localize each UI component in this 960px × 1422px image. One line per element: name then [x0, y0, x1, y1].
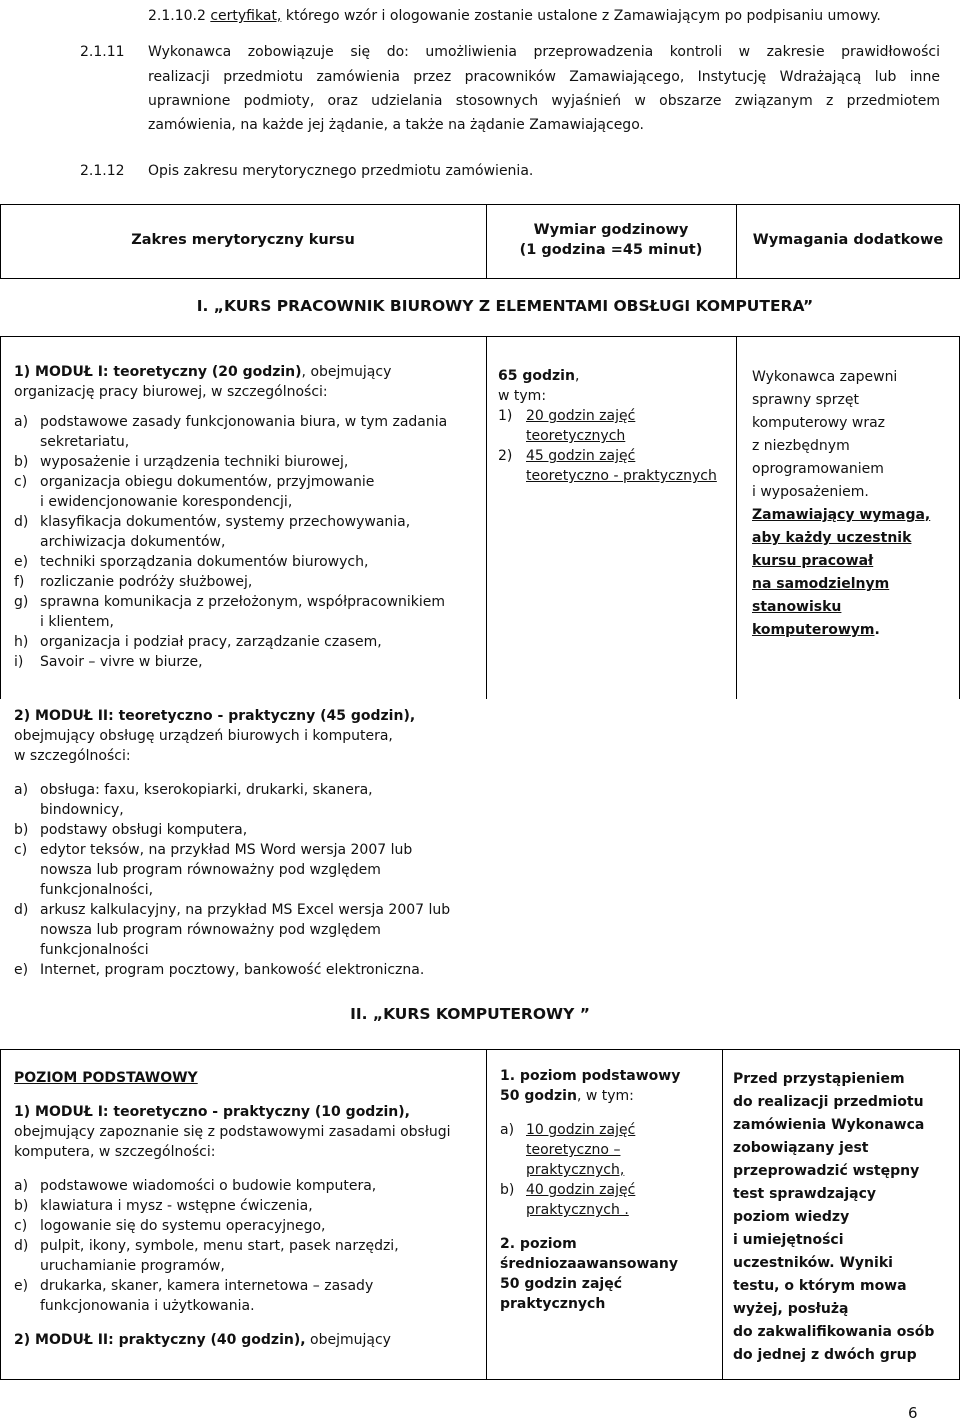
list-item-text: podstawowe wiadomości o budowie komputera,: [40, 1178, 377, 1194]
list-item: [14, 412, 484, 452]
requirements-line: [752, 527, 957, 550]
list-item: [500, 1120, 720, 1180]
paragraph-number: 2.1.12: [80, 163, 125, 179]
level-2-line: średniozaawansowany: [500, 1256, 678, 1272]
list-item: [14, 1276, 484, 1316]
list-item-label: b): [14, 454, 29, 470]
level-2-line: praktycznych: [500, 1296, 606, 1312]
list-item-text: sekretariatu,: [40, 434, 130, 450]
list-item-text: nowsza lub program równoważny pod względem: [40, 922, 381, 938]
list-item-label: b): [14, 1198, 29, 1214]
list-item-text: bindownicy,: [40, 802, 124, 818]
requirements-line: [752, 596, 957, 619]
header-scope: Zakres merytoryczny kursu: [131, 232, 355, 248]
requirements-bold: [752, 504, 957, 642]
course-1-hours: [498, 366, 734, 486]
course-2-title: II. „KURS KOMPUTEROWY ”: [350, 1005, 590, 1023]
list-item: [14, 652, 484, 672]
module-2-heading: 2) MODUŁ II: praktyczny (40 godzin), obejmujący: [14, 1332, 391, 1348]
course-2-hours: [500, 1066, 720, 1314]
list-item: [14, 960, 484, 980]
list-item-label: e): [14, 554, 29, 570]
requirements-line: i wyposażeniem.: [752, 484, 869, 500]
list-item-text: 20 godzin zajęć: [526, 408, 636, 424]
course-1-requirements: [752, 366, 957, 642]
list-item-text: obsługa: faxu, kserokopiarki, drukarki, skanera,: [40, 782, 373, 798]
list-item-label: b): [500, 1182, 515, 1198]
header-requirements: Wymagania dodatkowe: [752, 232, 944, 248]
paragraph-line: zamówienia, na każde jej żądanie, a także na żądanie Zamawiającego.: [148, 117, 644, 133]
list-item-text: 10 godzin zajęć: [526, 1122, 636, 1138]
page-number: 6: [908, 1404, 918, 1422]
paragraph-line: Wykonawca zobowiązuje się do: umożliwienia przeprowadzenia kontroli w zakresie prawidłowości: [148, 44, 940, 60]
list-item-label: c): [14, 1218, 28, 1234]
requirements-text: komputerowym: [752, 622, 875, 638]
module-1-heading: 1) MODUŁ I: teoretyczny (20 godzin), obejmujący: [14, 364, 392, 380]
list-item-text: klawiatura i mysz - wstępne ćwiczenia,: [40, 1198, 313, 1214]
list-item-text: teoretyczno –: [526, 1142, 621, 1158]
list-item-text: 45 godzin zajęć: [526, 448, 636, 464]
list-item: [500, 1180, 720, 1220]
list-item: [14, 1196, 484, 1216]
module-1-heading-line3: komputera, w szczególności:: [14, 1144, 216, 1160]
list-item-label: h): [14, 634, 29, 650]
list-item-text: nowsza lub program równoważny pod względem: [40, 862, 381, 878]
list-item-label: a): [14, 1178, 29, 1194]
course-2-requirements: [733, 1068, 957, 1367]
list-item-label: c): [14, 842, 28, 858]
paragraph-line: uprawnione podmioty, oraz udzielania stosownych wyjaśnień w obszarze związanym z przedmiotem: [148, 93, 940, 109]
module-1-heading-line2: organizację pracy biurowej, w szczególności:: [14, 384, 328, 400]
list-item: [14, 472, 484, 512]
course-1-title: I. „KURS PRACOWNIK BIUROWY Z ELEMENTAMI OBSŁUGI KOMPUTERA”: [196, 297, 814, 315]
list-item: [14, 820, 484, 840]
requirements-text: kursu pracował: [752, 553, 874, 569]
paragraph-number: 2.1.10.2: [148, 8, 206, 24]
requirements-line: do jednej z dwóch grup: [733, 1347, 917, 1363]
list-item-text: praktycznych .: [526, 1202, 629, 1218]
level-2-line: 2. poziom: [500, 1236, 577, 1252]
course-1-module-2: [14, 706, 484, 980]
requirements-text: aby każdy uczestnik: [752, 530, 912, 546]
list-item-label: a): [14, 414, 29, 430]
list-item-text: i ewidencjonowanie korespondencji,: [40, 494, 293, 510]
list-item-label: 2): [498, 448, 513, 464]
requirements-line: przeprowadzić wstępny: [733, 1163, 920, 1179]
header-hours: [486, 220, 736, 260]
header-hours-line1: Wymiar godzinowy: [533, 222, 689, 238]
requirements-text: Zamawiający wymaga,: [752, 507, 931, 523]
list-item: [14, 452, 484, 472]
list-item-label: d): [14, 1238, 29, 1254]
module-1-list: [14, 412, 484, 672]
list-item-text: organizacja obiegu dokumentów, przyjmowanie: [40, 474, 375, 490]
list-item: [14, 780, 484, 820]
requirements-line: uczestników. Wyniki: [733, 1255, 893, 1271]
list-item: [14, 572, 484, 592]
list-item-text: podstawy obsługi komputera,: [40, 822, 248, 838]
requirements-line: testu, o którym mowa: [733, 1278, 907, 1294]
list-item-text: organizacja i podział pracy, zarządzanie czasem,: [40, 634, 382, 650]
list-item-label: a): [14, 782, 29, 798]
list-item-text: techniki sporządzania dokumentów biurowych,: [40, 554, 369, 570]
list-item-text: teoretyczno - praktycznych: [526, 468, 717, 484]
list-item-text: funkcjonalności,: [40, 882, 154, 898]
list-item-label: g): [14, 594, 29, 610]
list-item-text: Savoir – vivre w biurze,: [40, 654, 203, 670]
requirements-end: .: [874, 622, 880, 638]
list-item-label: c): [14, 474, 28, 490]
module-1-heading-line2: obejmujący zapoznanie się z podstawowymi zasadami obsługi: [14, 1124, 451, 1140]
requirements-line: i umiejętności: [733, 1232, 844, 1248]
requirements-text: stanowisku: [752, 599, 842, 615]
list-item-text: teoretycznych: [526, 428, 626, 444]
requirements-line: oprogramowaniem: [752, 461, 884, 477]
list-item: [14, 900, 484, 960]
requirements-line: Przed przystąpieniem: [733, 1071, 905, 1087]
level-1-list: [500, 1120, 720, 1220]
module-1-heading: 1) MODUŁ I: teoretyczno - praktyczny (10 godzin),: [14, 1104, 410, 1120]
list-item-text: klasyfikacja dokumentów, systemy przechowywania,: [40, 514, 411, 530]
list-item-label: b): [14, 822, 29, 838]
list-item: [498, 406, 734, 446]
module-2-list: [14, 780, 484, 980]
module-2-heading: 2) MODUŁ II: teoretyczno - praktyczny (45 godzin),: [14, 708, 416, 724]
paragraph-text: którego wzór i ologowanie zostanie ustalone z Zamawiającym po podpisaniu umowy.: [281, 8, 881, 24]
list-item-label: e): [14, 962, 29, 978]
list-item-label: 1): [498, 408, 513, 424]
list-item: [14, 1176, 484, 1196]
list-item-label: d): [14, 902, 29, 918]
list-item-text: i klientem,: [40, 614, 114, 630]
list-item-text: praktycznych,: [526, 1162, 625, 1178]
list-item: [14, 1216, 484, 1236]
hours-list: [498, 406, 734, 486]
requirements-line: wyżej, posłużą: [733, 1301, 849, 1317]
requirements-line: [752, 504, 957, 527]
requirements-line: test sprawdzający: [733, 1186, 877, 1202]
list-item-text: wyposażenie i urządzenia techniki biurowej,: [40, 454, 349, 470]
list-item: [14, 512, 484, 552]
requirements-line: [752, 619, 957, 642]
list-item: [498, 446, 734, 486]
requirements-line: sprawny sprzęt: [752, 392, 859, 408]
list-item-text: podstawowe zasady funkcjonowania biura, w tym zadania: [40, 414, 448, 430]
list-item-text: sprawna komunikacja z przełożonym, współpracownikiem: [40, 594, 446, 610]
list-item-text: funkcjonowania i użytkowania.: [40, 1298, 255, 1314]
list-item-text: 40 godzin zajęć: [526, 1182, 636, 1198]
paragraph-line: realizacji przedmiotu zamówienia przez pracowników Zamawiającego, Instytucję Wdrażającą lub inne: [148, 69, 940, 85]
requirements-line: zobowiązany jest: [733, 1140, 869, 1156]
list-item: [14, 552, 484, 572]
list-item-label: a): [500, 1122, 515, 1138]
requirements-line: z niezbędnym: [752, 438, 850, 454]
requirements-line: komputerowy wraz: [752, 415, 886, 431]
paragraph-2-1-10-2: [148, 6, 881, 26]
list-item-text: drukarka, skaner, kamera internetowa – zasady: [40, 1278, 374, 1294]
list-item-label: i): [14, 654, 24, 670]
requirements-line: do zakwalifikowania osób: [733, 1324, 935, 1340]
list-item-text: arkusz kalkulacyjny, na przykład MS Excel wersja 2007 lub: [40, 902, 451, 918]
list-item-text: pulpit, ikony, symbole, menu start, pasek narzędzi,: [40, 1238, 399, 1254]
requirements-text: na samodzielnym: [752, 576, 890, 592]
requirements-line: zamówienia Wykonawca: [733, 1117, 925, 1133]
module-2-heading-line2: obejmujący obsługę urządzeń biurowych i komputera,: [14, 728, 393, 744]
list-item-text: logowanie się do systemu operacyjnego,: [40, 1218, 326, 1234]
list-item-text: funkcjonalności: [40, 942, 149, 958]
list-item-text: rozliczanie podróży służbowej,: [40, 574, 253, 590]
level-1-hours: 50 godzin, w tym:: [500, 1088, 634, 1104]
list-item: [14, 592, 484, 632]
requirements-plain: [752, 366, 957, 504]
paragraph-number: 2.1.11: [80, 44, 125, 60]
list-item-label: d): [14, 514, 29, 530]
requirements-line: poziom wiedzy: [733, 1209, 850, 1225]
course-2-scope: [14, 1068, 484, 1350]
list-item: [14, 840, 484, 900]
hours-breakdown-label: w tym:: [498, 388, 547, 404]
list-item: [14, 632, 484, 652]
list-item-label: e): [14, 1278, 29, 1294]
level-2-line: 50 godzin zajęć: [500, 1276, 622, 1292]
list-item: [14, 1236, 484, 1276]
requirements-line: [752, 550, 957, 573]
module-2-heading-line3: w szczególności:: [14, 748, 131, 764]
course-1-scope: [14, 362, 484, 672]
level-basic-title: POZIOM PODSTAWOWY: [14, 1070, 198, 1086]
list-item-label: f): [14, 574, 25, 590]
list-item-text: archiwizacja dokumentów,: [40, 534, 226, 550]
list-item-text: uruchamianie programów,: [40, 1258, 225, 1274]
list-item-text: Internet, program pocztowy, bankowość elektroniczna.: [40, 962, 425, 978]
module-1-list: [14, 1176, 484, 1316]
list-item-text: edytor teksów, na przykład MS Word wersja 2007 lub: [40, 842, 413, 858]
requirements-line: do realizacji przedmiotu: [733, 1094, 924, 1110]
requirements-line: [752, 573, 957, 596]
header-hours-line2: (1 godzina =45 minut): [519, 242, 703, 258]
hours-total: 65 godzin,: [498, 368, 580, 384]
requirements-line: Wykonawca zapewni: [752, 369, 898, 385]
certificate-link[interactable]: certyfikat,: [210, 8, 282, 24]
paragraph-text: Opis zakresu merytorycznego przedmiotu zamówienia.: [148, 163, 534, 179]
level-1-title: 1. poziom podstawowy: [500, 1068, 681, 1084]
